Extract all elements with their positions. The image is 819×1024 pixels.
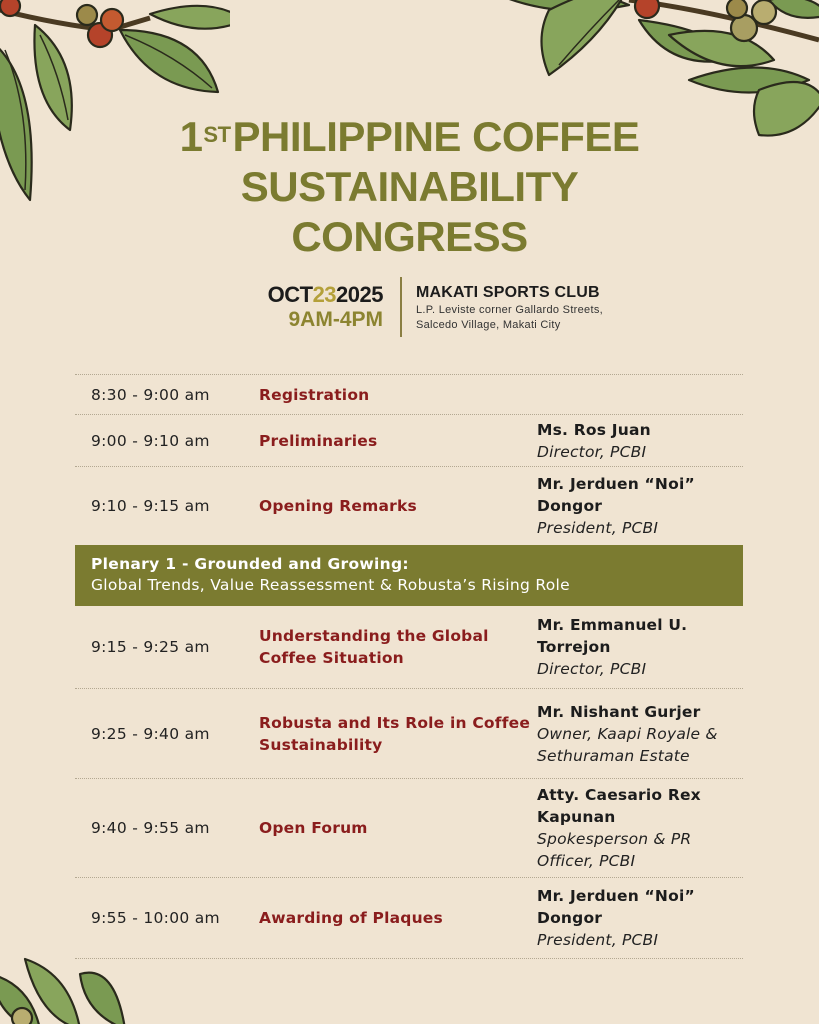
speaker-role: Director, PCBI [537, 660, 647, 678]
session-time: 9:15 - 9:25 am [91, 638, 210, 656]
session-title: Robusta and Its Role in Coffee Sustainability [259, 713, 531, 754]
plenary-banner [75, 545, 743, 606]
session-time: 9:10 - 9:15 am [91, 497, 210, 515]
table-row [75, 688, 743, 778]
session-time: 9:00 - 9:10 am [91, 431, 210, 450]
table-row [75, 466, 743, 545]
title-line-1: 1STPHILIPPINE COFFEE [179, 113, 640, 160]
table-row [75, 778, 743, 877]
page-title [0, 112, 819, 262]
speaker-name: Ms. Ros Juan [537, 420, 651, 439]
divider [400, 277, 402, 337]
table-row [75, 414, 743, 466]
session-title: Registration [259, 385, 370, 404]
venue-name: MAKATI SPORTS CLUB [416, 284, 600, 301]
speaker-name: Mr. Nishant Gurjer [537, 702, 701, 721]
speaker-role: Owner, Kaapi Royale & Sethuraman Estate [537, 724, 718, 765]
table-row [75, 374, 743, 414]
speaker-role: President, PCBI [537, 931, 659, 949]
session-time: 9:25 - 9:40 am [91, 724, 210, 743]
event-time: 9AM-4PM [288, 308, 383, 331]
session-speaker [537, 419, 743, 463]
session-title: Preliminaries [259, 431, 378, 450]
table-row [75, 877, 743, 959]
session-time: 8:30 - 9:00 am [91, 385, 210, 404]
speaker-name: Mr. Jerduen “Noi” Dongor [537, 887, 695, 927]
plenary-title: Plenary 1 - Grounded and Growing: [91, 555, 409, 573]
speaker-role: Spokesperson & PR Officer, PCBI [537, 830, 692, 870]
session-title: Understanding the Global Coffee Situation [259, 627, 489, 667]
speaker-name: Mr. Emmanuel U. Torrejon [537, 616, 688, 656]
session-time: 9:55 - 10:00 am [91, 909, 220, 927]
venue-address-line-2: Salcedo Village, Makati City [416, 319, 561, 331]
ordinal-suffix: ST [203, 122, 231, 147]
title-line-3: CONGRESS [291, 213, 528, 260]
event-venue [416, 283, 603, 333]
session-speaker [537, 885, 743, 951]
speaker-role: President, PCBI [537, 519, 659, 537]
speaker-name: Atty. Caesario Rex Kapunan [537, 786, 701, 826]
coffee-branch-illustration [0, 954, 130, 1024]
event-date-block [240, 282, 383, 332]
session-speaker [537, 473, 743, 539]
table-row [75, 606, 743, 688]
session-title: Open Forum [259, 819, 368, 837]
venue-address-line-1: L.P. Leviste corner Gallardo Streets, [416, 304, 603, 316]
session-title: Opening Remarks [259, 497, 417, 515]
plenary-subtitle: Global Trends, Value Reassessment & Robusta’s Rising Role [91, 576, 570, 594]
speaker-name: Mr. Jerduen “Noi” Dongor [537, 475, 695, 515]
session-speaker [537, 701, 743, 767]
session-time: 9:40 - 9:55 am [91, 819, 210, 837]
session-title: Awarding of Plaques [259, 909, 443, 927]
session-speaker [537, 784, 743, 872]
session-speaker [537, 614, 743, 680]
title-line-2: SUSTAINABILITY [240, 163, 579, 210]
speaker-role: Director, PCBI [537, 442, 647, 461]
schedule-table [75, 374, 743, 959]
event-date: OCT232025 [267, 282, 383, 307]
